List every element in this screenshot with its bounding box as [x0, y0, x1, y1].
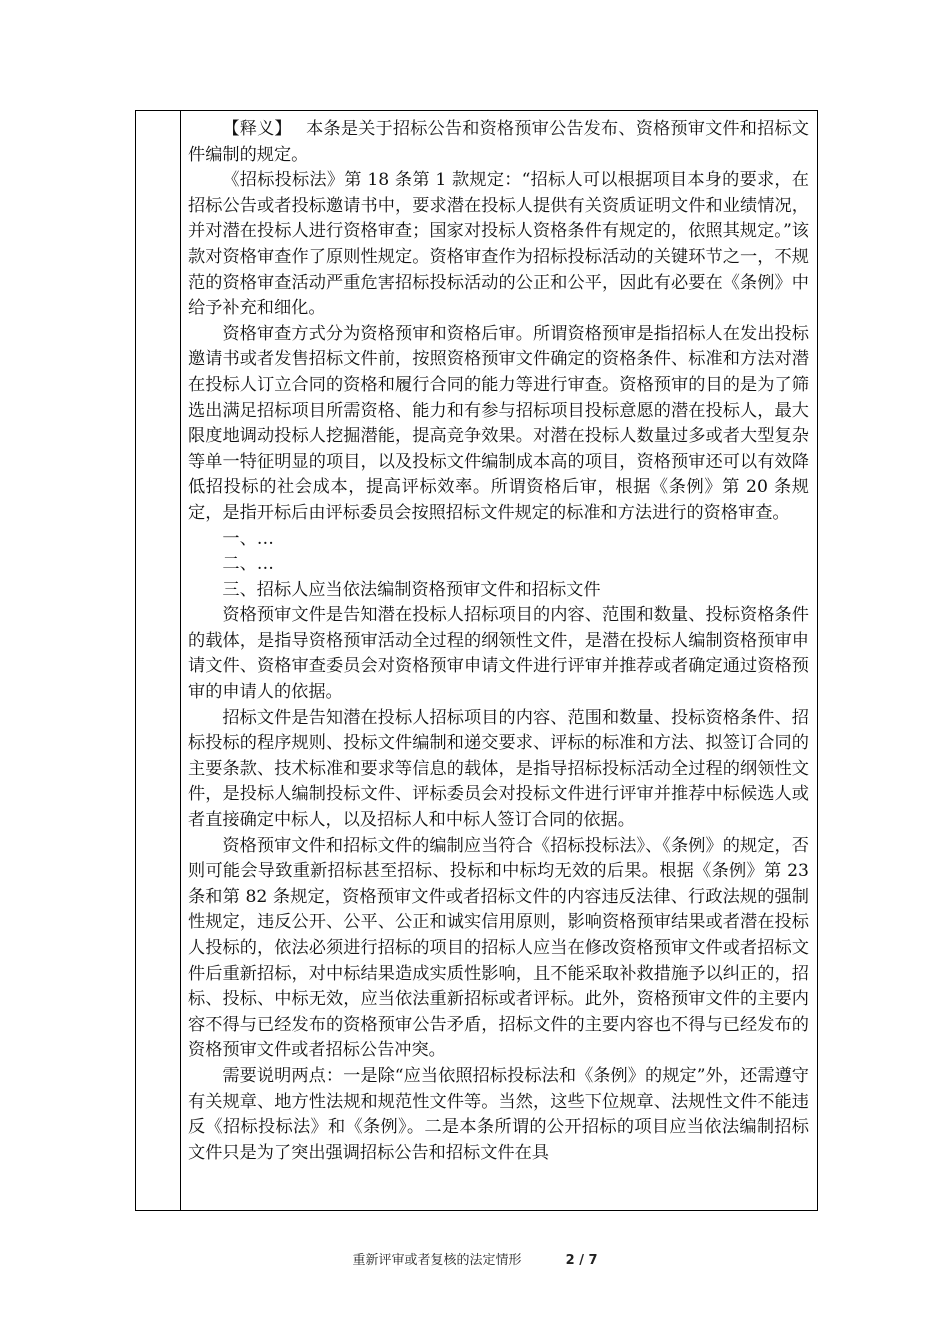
table-content-cell: [188, 117, 809, 1210]
paragraph-item-one: 一、…: [222, 528, 274, 549]
paragraph-item-three-heading: 三、招标人应当依法编制资格预审文件和招标文件: [222, 579, 601, 600]
paragraph-interpretation: 【释义】 本条是关于招标公告和资格预审公告发布、资格预审文件和招标文件编制的规定。: [188, 119, 809, 165]
footer-title: 重新评审或者复核的法定情形: [352, 1253, 522, 1268]
paragraph-review-methods: 资格审查方式分为资格预审和资格后审。所谓资格预审是指招标人在发出投标邀请书或者发售招标文件前，按照资格预审文件确定的资格条件、标准和方法对潜在投标人订立合同的资格和履行合同的能力等进行审查。资格预审的目的是为了筛选出满足招标项目所需资格、能力和有参与招标项目投标意愿的潜在投标人，最大限度地调动投标人挖掘潜能，提高竞争效果。对潜在投标人数量过多或者大型复杂等单一特征明显的项目，以及投标文件编制成本高的项目，资格预审还可以有效降低招投标的社会成本，提高评标效率。所谓资格后审，根据《条例》第 20 条规定，是指开标后由评标委员会按照招标文件规定的标准和方法进行的资格审查。: [188, 323, 809, 523]
paragraph-law-article-18: 《招标投标法》第 18 条第 1 款规定：“招标人可以根据项目本身的要求，在招标公告或者投标邀请书中，要求潜在投标人提供有关资质证明文件和业绩情况，并对潜在投标人进行资格审查；国家对投标人资格条件有规定的，依照其规定。”该款对资格审查作了原则性规定。资格审查作为招标投标活动的关键环节之一，不规范的资格审查活动严重危害招标投标活动的公正和公平，因此有必要在《条例》中给予补充和细化。: [188, 170, 809, 319]
paragraph-item-two: 二、…: [222, 554, 274, 575]
paragraph-tender-docs: 招标文件是告知潜在投标人招标项目的内容、范围和数量、投标资格条件、招标投标的程序规则、投标文件编制和递交要求、评标的标准和方法、拟签订合同的主要条款、技术标准和要求等信息的载体，是指导招标投标活动全过程的纲领性文件，是投标人编制投标文件、评标委员会对投标文件进行评审并推荐中标候选人或者直接确定中标人，以及招标人和中标人签订合同的依据。: [188, 707, 809, 831]
page-footer: [0, 1249, 950, 1268]
paragraph-compliance: 资格预审文件和招标文件的编制应当符合《招标投标法》、《条例》的规定，否则可能会导致重新招标甚至招标、投标和中标均无效的后果。根据《条例》第 23 条和第 82 条规定，资格预审文件或者招标文件的内容违反法律、行政法规的强制性规定，违反公开、公平、公正和诚实信用原则，影响资格预审结果或者潜在投标人投标的，依法必须进行招标的项目的招标人应当在修改资格预审文件或者招标文件后重新招标，对中标结果造成实质性影响，且不能采取补救措施予以纠正的，招标、投标、中标无效，应当依法重新招标或者评标。此外，资格预审文件的主要内容不得与已经发布的资格预审公告矛盾，招标文件的主要内容也不得与已经发布的资格预审文件或者招标公告冲突。: [188, 835, 809, 1061]
paragraph-two-points: 需要说明两点：一是除“应当依照招标投标法和《条例》的规定”外，还需遵守有关规章、地方性法规和规范性文件等。当然，这些下位规章、法规性文件不能违反《招标投标法》和《条例》。二是本条所谓的公开招标的项目应当依法编制招标文件只是为了突出强调招标公告和招标文件在具: [188, 1065, 809, 1163]
page-number: 2 / 7: [565, 1253, 598, 1268]
table-left-column: [136, 111, 181, 1210]
paragraph-prequal-docs: 资格预审文件是告知潜在投标人招标项目的内容、范围和数量、投标资格条件的载体，是指导资格预审活动全过程的纲领性文件，是潜在投标人编制资格预审申请文件、资格审查委员会对资格预审申请文件进行评审并推荐或者确定通过资格预审的申请人的依据。: [188, 605, 809, 703]
document-table: [135, 110, 818, 1211]
